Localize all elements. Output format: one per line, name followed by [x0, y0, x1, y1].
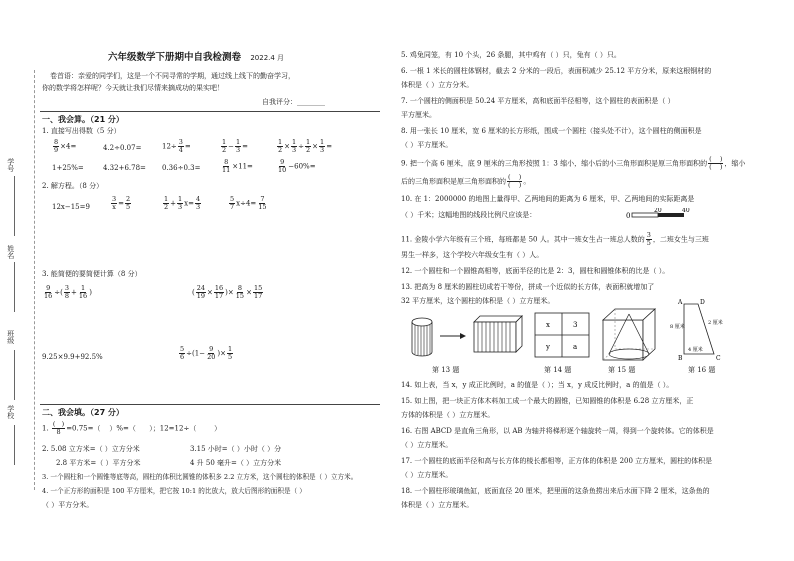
q9-text-c: 后的三角形面积是原三角形面积的	[401, 177, 506, 186]
height-label: 8 厘米	[670, 324, 685, 330]
binding-dashed-line	[34, 70, 35, 490]
q13-line2: 32 平方厘米，这个圆柱的体积是（ ）立方厘米。	[401, 297, 555, 305]
equation-4: $\frac{5}{7}$ x÷4= $\frac{7}{15}$	[230, 195, 267, 211]
fill-2d: 4 升 50 毫升=（ ）立方分米	[190, 459, 282, 467]
calc-1-5: $\frac{1}{2}$ × $\frac{1}{3}$ ÷ $\frac{1}{2}$ × $\frac{1}{3}$ =	[278, 138, 333, 154]
caption-13: 第 13 题	[432, 366, 460, 374]
q10-line1: 10. 在 1：2000000 的地图上量得甲、乙两地间的距离为 6 厘米，甲、乙两地间的实际距离是	[401, 195, 695, 203]
bottom-label: 4 厘米	[688, 347, 703, 353]
intro-line-1: 卷首语：亲爱的同学们，这是一个不同寻常的学期，通过线上线下的勤奋学习，	[50, 72, 295, 80]
q16-line1: 16. 右图 ABCD 是直角三角形，以 AB 为轴并将梯形逐个轴旋转一周，得到一个旋转体。它的体积是	[401, 427, 714, 435]
vertex-d: D	[700, 299, 705, 306]
q17-line2: （ ）立方厘米。	[401, 471, 453, 479]
q1-heading: 1. 直接写出得数（5 分）	[42, 127, 121, 135]
fill-2a: 2. 5.08 立方米=（ ）立方分米	[42, 445, 140, 453]
fill-4: 4. 一个正方形的面积是 100 平方厘米，把它按 10:1 的比放大，放大后图形的面积是（ ）	[42, 487, 306, 495]
calc-1-4: $\frac{1}{2}$ − $\frac{1}{3}$ =	[222, 138, 249, 154]
table-y: y	[546, 343, 550, 351]
q9-line2: 后的三角形面积是原三角形面积的 $\frac{( )}{( )}$ 。	[401, 173, 531, 189]
fill-2c: 2.8 平方米=（ ）平方分米	[56, 459, 141, 467]
q18-line1: 18. 一个圆柱形玻璃鱼缸，底面直径 20 厘米，把里面的这条鱼捞出来后水面下降 2 厘米，这条鱼的	[401, 487, 710, 495]
q6-line1: 6. 一根 1 米长的圆柱体钢材，截去 2 分米的一段后，表面积减少 25.12 平方分米，原来这根钢材的	[401, 67, 712, 75]
section-1-rule	[40, 111, 380, 112]
q9-text-a: 9. 把一个高 6 厘米，底 9 厘米的三角形按照 1：3 缩小，缩小后的小三角形面积是原三角形面积的	[401, 159, 708, 168]
q7-line1: 7. 一个圆柱的侧面积是 50.24 平方厘米，高和底面半径相等，这个圆柱的表面积是（ ）	[401, 97, 675, 105]
calc-2-1: 1+25%=	[52, 164, 84, 172]
equation-1: 12x−15=9	[52, 203, 90, 211]
self-score: 自我评分：________	[262, 98, 325, 106]
simplify-1: $\frac{9}{16}$ ÷( $\frac{3}{8}$ + $\frac{1}{16}$ )	[44, 284, 92, 300]
calc-1-2: 4.2÷0.07=	[103, 144, 142, 152]
q15-line2: 方体的体积是（ ）立方厘米。	[401, 411, 495, 419]
calc-2-2: 4.32+6.78=	[103, 164, 146, 172]
q14: 14. 如上表，当 x，y 成正比例时，a 的值是（ ）；当 x，y 成反比例时，a 的值是（ ）。	[401, 381, 674, 389]
simplify-4: $\frac{5}{6}$ ÷(1− $\frac{9}{20}$ )× $\frac{1}{5}$	[180, 345, 233, 361]
page-title	[108, 52, 284, 64]
top-label: 2 厘米	[708, 320, 723, 326]
fill-2b: 3.15 小时=（ ）小时（ ）分	[190, 445, 282, 453]
margin-label-id: 学号	[6, 158, 15, 172]
q11-text-b: ，二班女生与三班	[652, 235, 709, 244]
simplify-2: ( $\frac{24}{19}$ × $\frac{16}{17}$ )× $\frac{8}{15}$ × $\frac{15}{17}$	[192, 284, 263, 300]
vertex-c: C	[716, 355, 721, 362]
table-x: x	[546, 321, 550, 329]
margin-label-name: 姓名	[6, 245, 15, 259]
calc-2-3: 0.36÷0.3=	[162, 164, 201, 172]
simplify-3: 9.25×9.9+92.5%	[42, 353, 103, 361]
margin-label-school: 学校	[6, 405, 15, 419]
q10-text-b: （ ）千米；这幅地图的线段比例尺应该是：	[401, 211, 537, 219]
equation-3: $\frac{1}{2}$ + $\frac{1}{3}$ x= $\frac{4}{3}$	[164, 195, 201, 211]
calc-1-1: $\frac{8}{9}$ ×4=	[54, 138, 77, 154]
q12: 12. 一个圆柱和一个圆锥高相等，底面半径的比是 2：3，圆柱和圆锥体积的比是（ ）。	[401, 267, 670, 275]
title-date: 2022.4 月	[250, 54, 285, 62]
q8-line2: （ ）平方厘米。	[401, 141, 453, 149]
q6-line2: 体积是（ ）立方分米。	[401, 81, 474, 89]
caption-15: 第 15 题	[608, 366, 636, 374]
calc-2-4: $\frac{8}{11}$ ×11=	[222, 158, 253, 174]
margin-line-class	[14, 350, 15, 400]
scale-label-40: 40	[682, 208, 690, 214]
q9-text-b: ，缩小	[724, 159, 746, 168]
q3-heading: 3. 能简便的要简便计算（8 分）	[42, 270, 142, 278]
figure-13	[400, 310, 525, 360]
figure-14	[534, 312, 590, 358]
calc-2-5: $\frac{9}{10}$ −60%=	[278, 158, 316, 174]
q18-line2: 体积是（ ）立方厘米。	[401, 501, 474, 509]
section-1-title: 一、我会算。（21 分）	[42, 115, 124, 124]
q11-frac-den: 5	[646, 238, 651, 247]
q5: 5. 鸡兔同笼，有 10 个头，26 条腿，其中鸡有（ ）只，兔有（ ）只。	[401, 51, 621, 59]
scale-bar	[626, 208, 696, 222]
figure-15	[600, 306, 658, 362]
q11-line1	[401, 232, 709, 247]
figure-16	[670, 298, 740, 362]
q11-line2: 男生一样多，这个学校六年级女生有（ ）人。	[401, 251, 544, 259]
fill-4-cont: （ ）平方分米。	[42, 501, 94, 509]
caption-16: 第 16 题	[688, 366, 716, 374]
q13-line1: 13. 把高为 8 厘米的圆柱切成若干等份，拼成一个近似的长方体，表面积就增加了	[401, 283, 655, 291]
margin-line-school	[14, 425, 15, 465]
caption-14: 第 14 题	[544, 366, 572, 374]
margin-label-class: 班级	[6, 330, 15, 344]
q8-line1: 8. 用一张长 10 厘米，宽 6 厘米的长方形纸，围成一个圆柱（接头处不计），这个圆柱的侧面积是	[401, 127, 702, 135]
table-a: a	[573, 343, 578, 351]
q15-line1: 15. 如上图，把一块正方体木料加工成一个最大的圆锥，已知圆锥的体积是 6.28 立方厘米，正	[401, 397, 694, 405]
section-2-rule	[40, 404, 380, 405]
q11-frac-num: 3	[646, 231, 651, 239]
scale-label-0: 0	[626, 212, 631, 220]
q10-line2	[401, 210, 536, 220]
fill-1: 1. $\frac{( )}{8}$ =0.75=（ ）%=（ ）；12=12÷（ ）	[42, 420, 222, 436]
title-text: 六年级数学下册期中自我检测卷	[108, 52, 242, 63]
fill-3: 3. 一个圆柱和一个圆锥等底等高，圆柱的体积比圆锥的体积多 2.2 立方米，这个圆柱的体积是（ ）立方米。	[42, 473, 358, 481]
scale-label-20: 20	[654, 208, 662, 214]
q2-heading: 2. 解方程。（8 分）	[42, 182, 104, 190]
section-2-title: 二、我会填。（27 分）	[42, 408, 124, 417]
calc-1-3: 12÷ $\frac{3}{4}$ =	[162, 138, 191, 154]
equation-2: $\frac{3}{x}$ = $\frac{2}{5}$	[112, 195, 131, 211]
vertex-b: B	[678, 355, 683, 362]
vertex-a: A	[678, 299, 683, 306]
q11-text-a: 11. 金陵小学六年级有三个班，每班都是 50 人。其中一班女生占一班总人数的	[401, 235, 645, 244]
intro-line-2: 你的数学将怎样呢？今天就让我们尽情来摘成功的果实吧！	[42, 84, 224, 92]
q7-line2: 平方厘米。	[401, 111, 436, 119]
q16-line2: （ ）立方厘米。	[401, 441, 453, 449]
table-3: 3	[573, 321, 578, 329]
margin-line-id	[14, 176, 15, 236]
margin-line-name	[14, 262, 15, 312]
q9-line1: 9. 把一个高 6 厘米，底 9 厘米的三角形按照 1：3 缩小，缩小后的小三角形面积是原三角形面积的 $\frac{( )}{( )}$ ，缩小	[401, 155, 746, 171]
q17-line1: 17. 一个圆柱的底面半径和高与长方体的棱长都相等，正方体的体积是 200 立方厘米，圆柱的体积是	[401, 457, 713, 465]
